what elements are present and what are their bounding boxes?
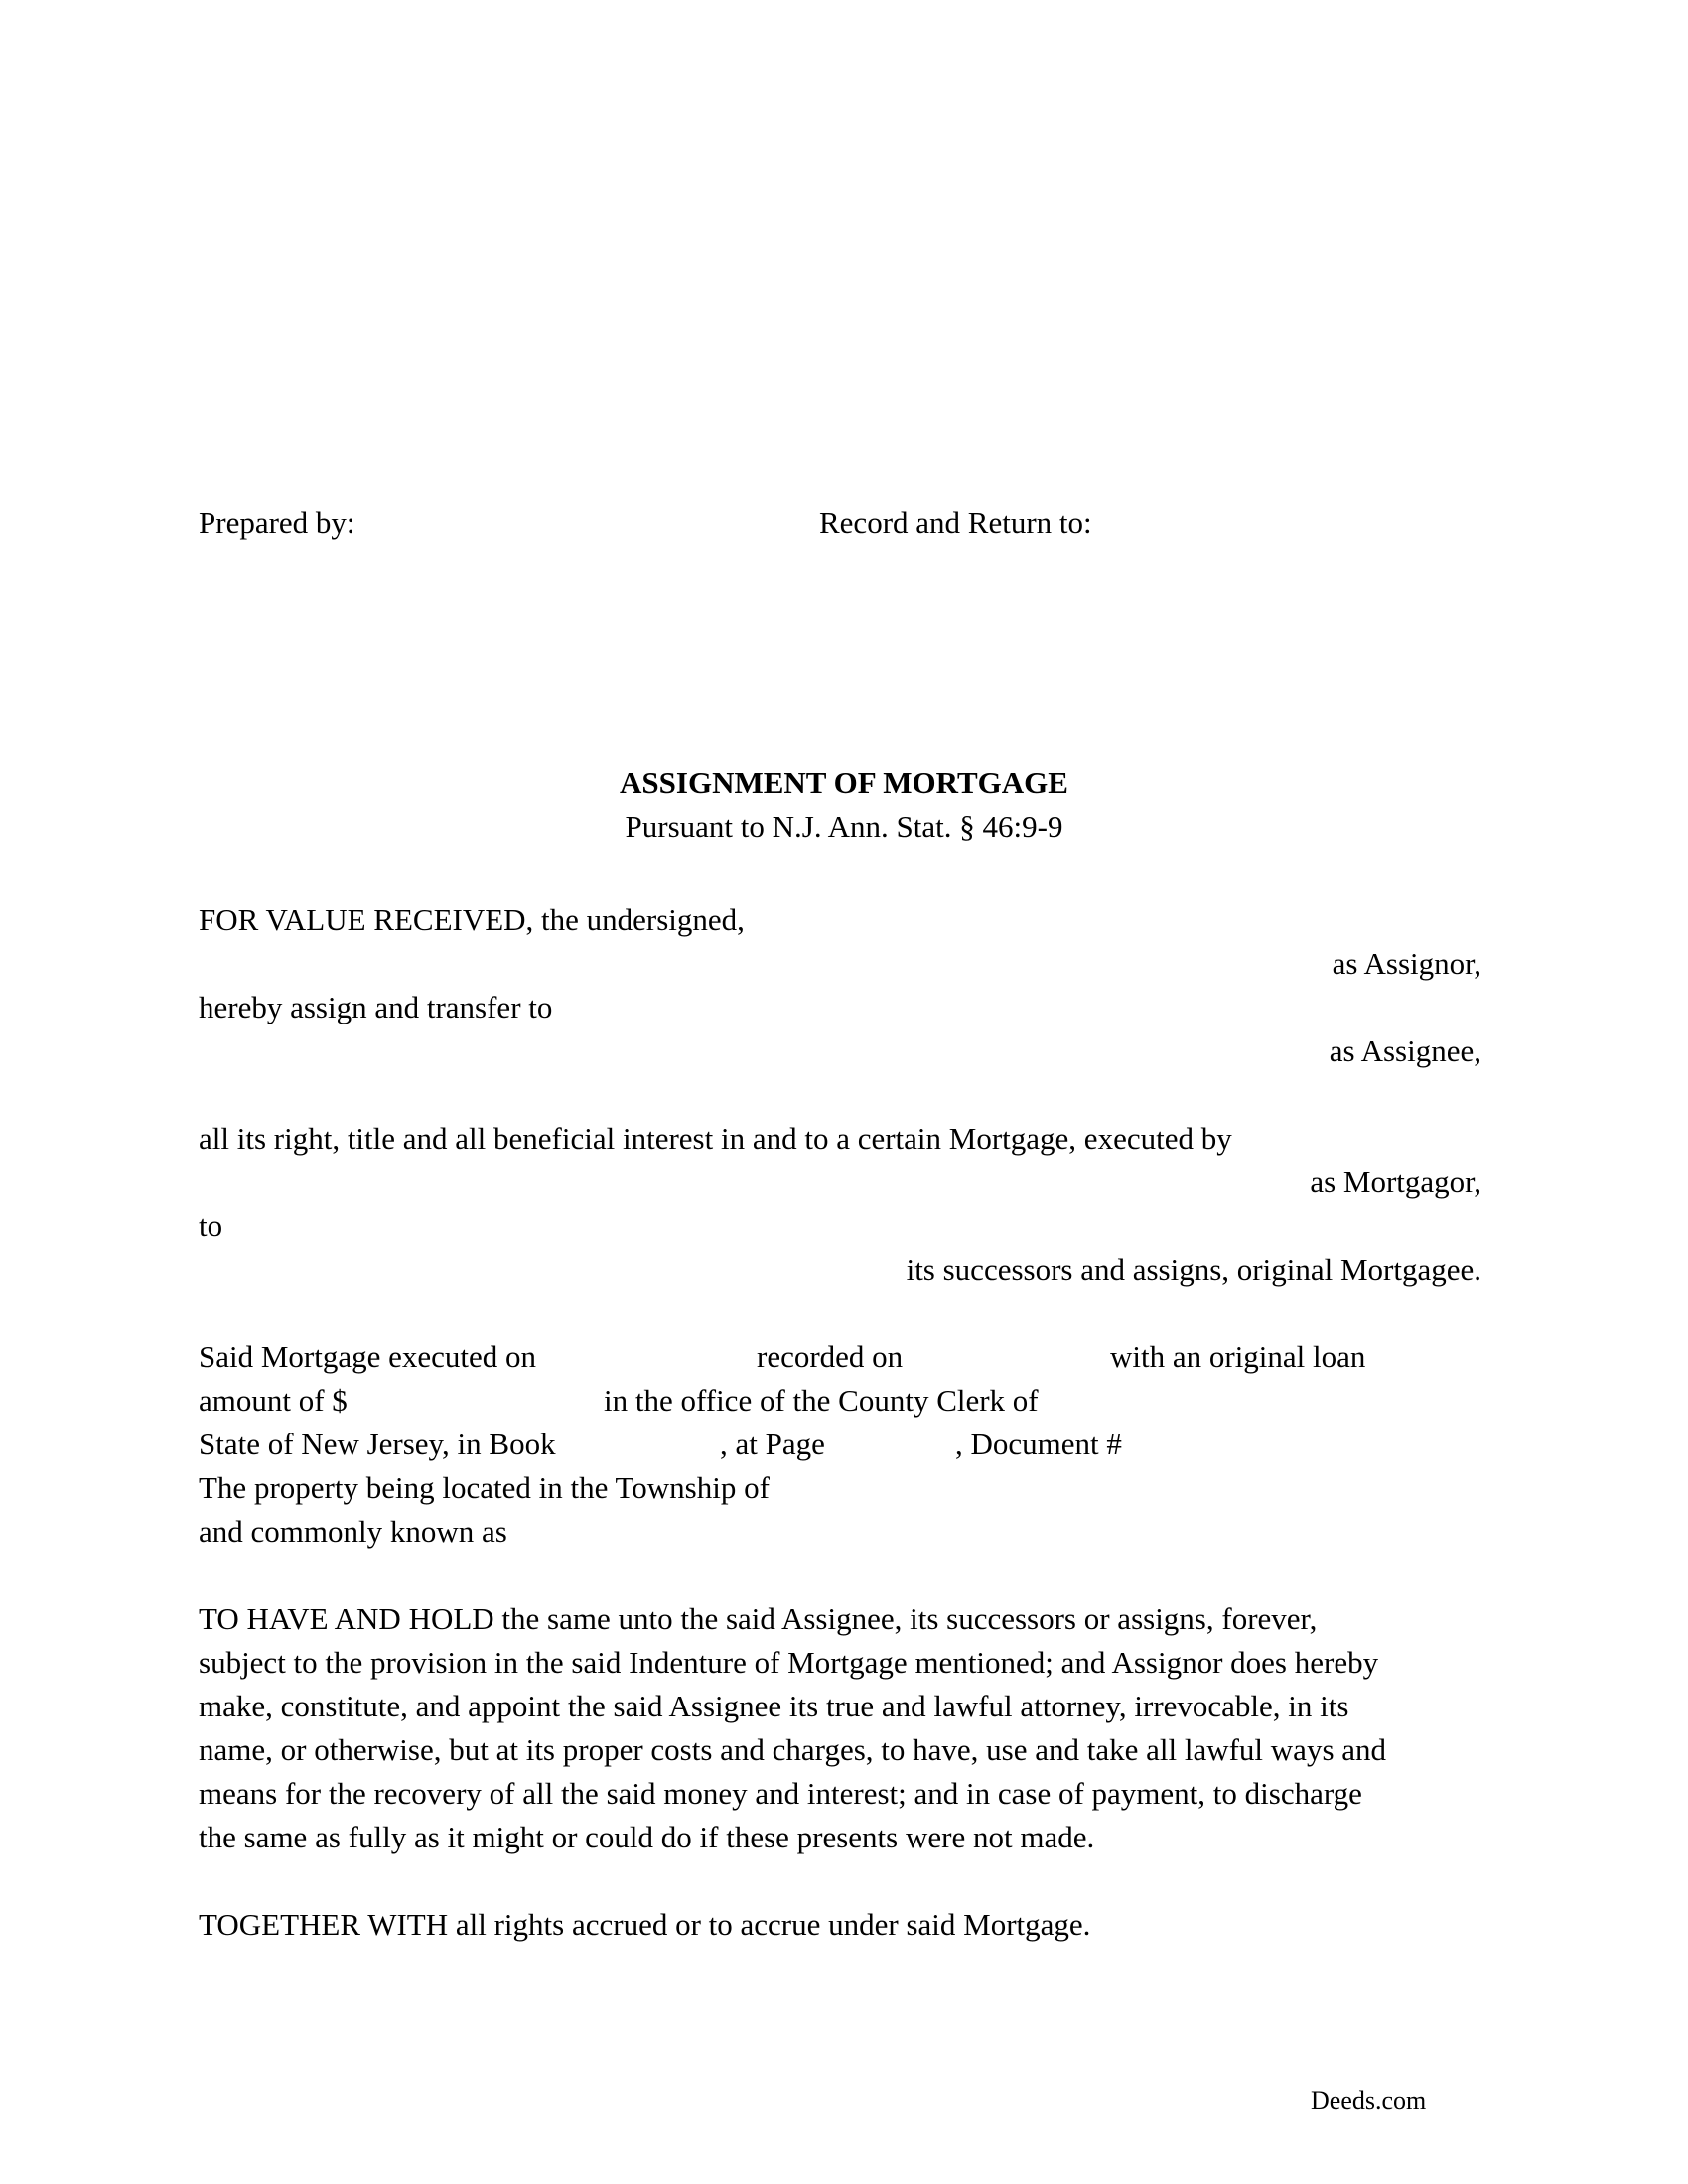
document-subtitle: Pursuant to N.J. Ann. Stat. § 46:9-9 xyxy=(625,809,1063,844)
assign-transfer-line: hereby assign and transfer to xyxy=(199,990,553,1024)
habendum-line: make, constitute, and appoint the said Assignee its true and lawful attorney, irrevocable, in its xyxy=(199,1689,1349,1723)
at-page-label: , at Page xyxy=(720,1427,825,1461)
habendum-line: subject to the provision in the said Indenture of Mortgage mentioned; and Assignor does hereby xyxy=(199,1645,1379,1680)
to-label: to xyxy=(199,1208,223,1243)
habendum-paragraph xyxy=(199,1597,1489,1859)
document-number-label: , Document # xyxy=(955,1427,1122,1461)
beneficial-interest-line: all its right, title and all beneficial interest in and to a certain Mortgage, executed by xyxy=(199,1121,1232,1156)
value-received-line: FOR VALUE RECEIVED, the undersigned, xyxy=(199,902,745,937)
habendum-line: the same as fully as it might or could do if these presents were not made. xyxy=(199,1820,1095,1854)
as-mortgagor-label: as Mortgagor, xyxy=(1310,1164,1481,1199)
as-assignee-label: as Assignee, xyxy=(1329,1033,1481,1068)
record-and-return-label: Record and Return to: xyxy=(819,505,1092,540)
habendum-line: means for the recovery of all the said money and interest; and in case of payment, to discharge xyxy=(199,1776,1362,1811)
executed-on-label: Said Mortgage executed on xyxy=(199,1339,537,1374)
habendum-line: TO HAVE AND HOLD the same unto the said Assignee, its successors or assigns, forever, xyxy=(199,1601,1318,1636)
footer-brand: Deeds.com xyxy=(1311,2086,1427,2115)
as-assignor-label: as Assignor, xyxy=(1332,946,1481,981)
original-mortgagee-line: its successors and assigns, original Mortgagee. xyxy=(906,1252,1481,1287)
amount-of-label: amount of $ xyxy=(199,1383,348,1418)
county-clerk-label: in the office of the County Clerk of xyxy=(604,1383,1039,1418)
state-book-label: State of New Jersey, in Book xyxy=(199,1427,556,1461)
recorded-on-label: recorded on xyxy=(757,1339,904,1374)
together-with-line: TOGETHER WITH all rights accrued or to accrue under said Mortgage. xyxy=(199,1907,1091,1942)
known-as-label: and commonly known as xyxy=(199,1514,507,1549)
habendum-line: name, or otherwise, but at its proper costs and charges, to have, use and take all lawful ways and xyxy=(199,1732,1387,1767)
document-title: ASSIGNMENT OF MORTGAGE xyxy=(620,765,1068,800)
prepared-by-label: Prepared by: xyxy=(199,505,355,540)
township-label: The property being located in the Township of xyxy=(199,1470,770,1505)
original-loan-label: with an original loan xyxy=(1110,1339,1366,1374)
